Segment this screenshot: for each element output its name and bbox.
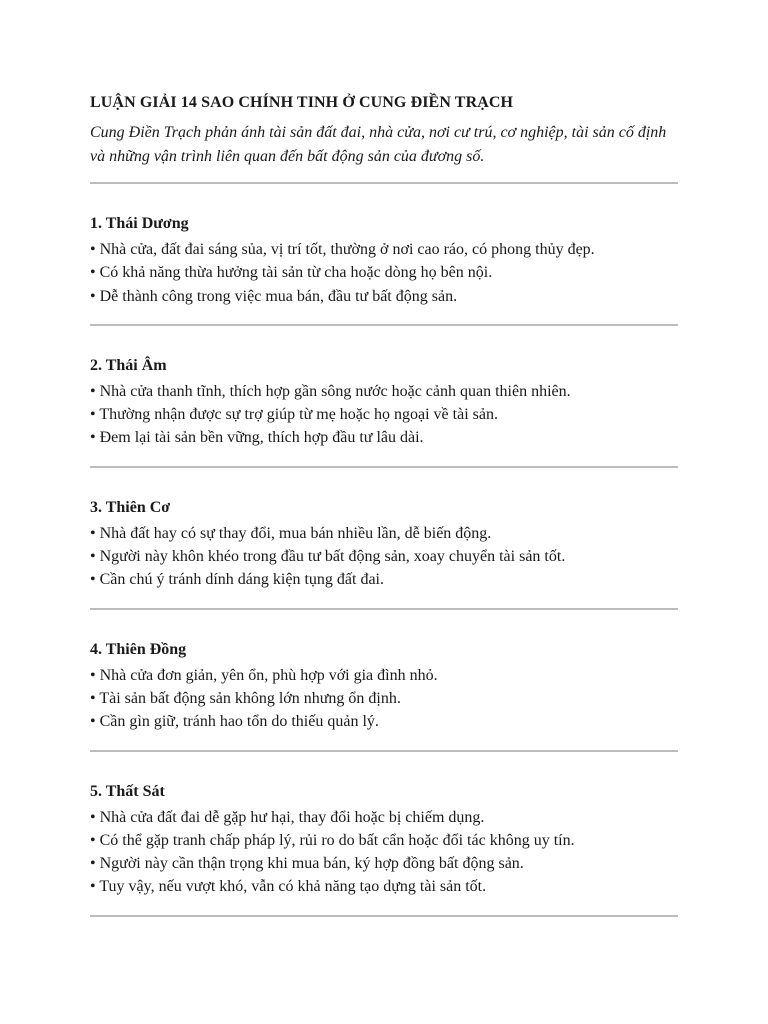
list-item: • Nhà đất hay có sự thay đổi, mua bán nhiều lần, dễ biến động. <box>90 524 492 542</box>
section-heading: 5. Thất Sát <box>90 782 165 800</box>
section-thien-dong <box>90 610 680 750</box>
list-item: • Nhà cửa, đất đai sáng sủa, vị trí tốt, thường ở nơi cao ráo, có phong thủy đẹp. <box>90 241 595 258</box>
list-item: • Người này khôn khéo trong đầu tư bất động sản, xoay chuyển tài sản tốt. <box>90 548 566 566</box>
intro-paragraph: Cung Điền Trạch phản ánh tài sản đất đai, nhà cửa, nơi cư trú, cơ nghiệp, tài sản cố định và những vận trình liên quan đến bất động sản của đương số. <box>90 124 667 165</box>
list-item: • Người này cần thận trọng khi mua bán, ký hợp đồng bất động sản. <box>90 855 524 873</box>
list-item: • Đem lại tài sản bền vững, thích hợp đầu tư lâu dài. <box>90 429 424 447</box>
list-item: • Tuy vậy, nếu vượt khó, vẫn có khả năng tạo dựng tài sản tốt. <box>90 878 487 896</box>
section-thai-duong <box>90 184 680 324</box>
list-item: • Nhà cửa đơn giản, yên ổn, phù hợp với gia đình nhỏ. <box>90 666 438 684</box>
list-item: • Nhà cửa thanh tĩnh, thích hợp gần sông nước hoặc cảnh quan thiên nhiên. <box>90 382 571 400</box>
document-page <box>90 92 680 917</box>
section-heading: 4. Thiên Đồng <box>90 640 187 658</box>
list-item: • Nhà cửa đất đai dễ gặp hư hại, thay đổi hoặc bị chiếm dụng. <box>90 808 485 826</box>
section-thien-co <box>90 468 680 608</box>
section-that-sat <box>90 752 680 915</box>
list-item: • Cần chú ý tránh dính dáng kiện tụng đất đai. <box>90 571 384 589</box>
section-heading: 2. Thái Âm <box>90 356 167 374</box>
list-item: • Cần gìn giữ, tránh hao tổn do thiếu quản lý. <box>90 713 379 731</box>
section-heading: 3. Thiên Cơ <box>90 498 171 516</box>
list-item: • Thường nhận được sự trợ giúp từ mẹ hoặc họ ngoại về tài sản. <box>90 406 498 424</box>
section-divider <box>90 915 678 917</box>
list-item: • Có khả năng thừa hưởng tài sản từ cha hoặc dòng họ bên nội. <box>90 264 493 282</box>
document-title: LUẬN GIẢI 14 SAO CHÍNH TINH Ở CUNG ĐIỀN TRẠCH <box>90 94 514 111</box>
list-item: • Dễ thành công trong việc mua bán, đầu tư bất động sản. <box>90 287 458 305</box>
list-item: • Tài sản bất động sản không lớn nhưng ổn định. <box>90 689 401 707</box>
section-thai-am <box>90 326 680 466</box>
list-item: • Có thể gặp tranh chấp pháp lý, rủi ro do bất cẩn hoặc đối tác không uy tín. <box>90 831 575 849</box>
section-heading: 1. Thái Dương <box>90 215 189 232</box>
